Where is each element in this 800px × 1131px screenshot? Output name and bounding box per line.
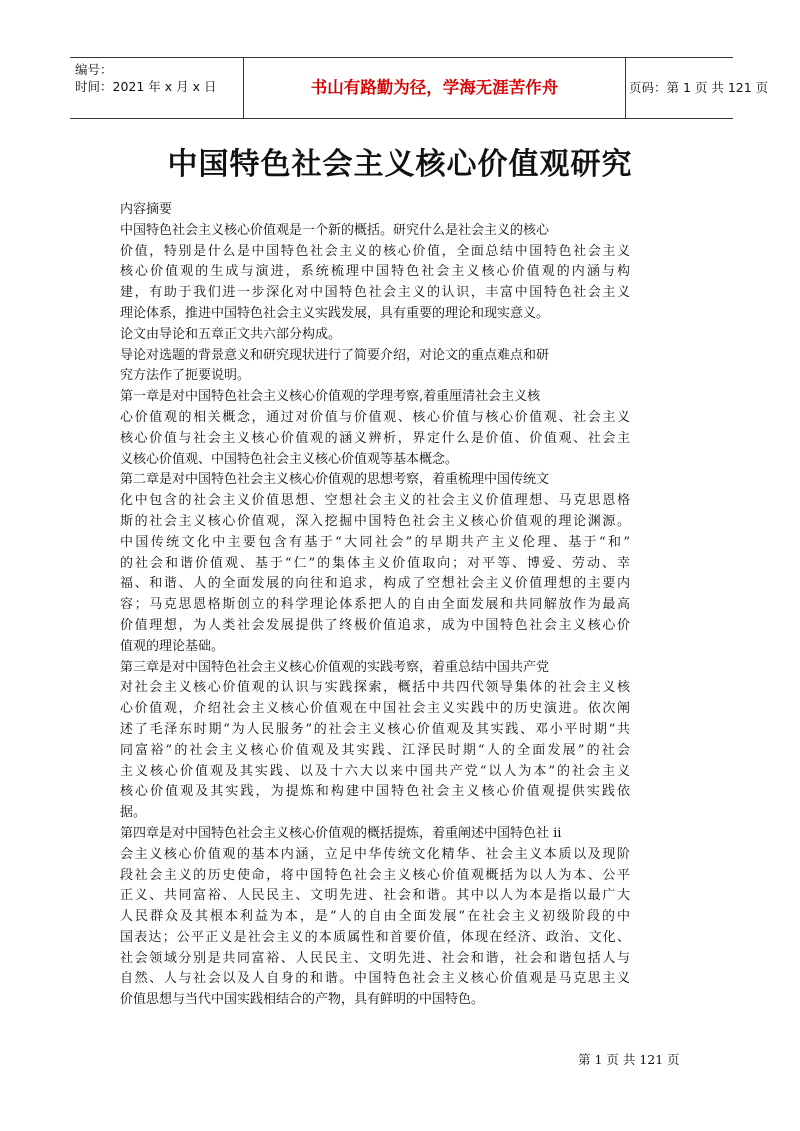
header-page-info: 页码：第 1 页 共 121 页 [629,80,769,95]
text-line: 斯的社会主义核心价值观，深入挖掘中国特色社会主义核心价值观的理论渊源。 [120,513,630,529]
text-line: 容；马克思恩格斯创立的科学理论体系把人的自由全面发展和共同解放作为最高 [120,597,630,613]
header-motto: 书山有路勤为径，学海无涯苦作舟 [243,58,626,118]
text-line: 福、和谐、人的全面发展的向往和追求，构成了空想社会主义价值理想的主要内 [120,576,630,592]
text-line: 核心价值观的生成与演进，系统梳理中国特色社会主义核心价值观的内涵与构 [120,264,630,280]
text-line: 同富裕”的社会主义核心价值观及其实践、江泽民时期“人的全面发展”的社会 [120,742,630,758]
header-meta-cell [70,58,243,118]
text-line: 义核心价值观、中国特色社会主义核心价值观等基本概念。 [120,451,459,467]
document-time-label: 时间：2021 年 x 月 x 日 [75,79,217,94]
text-line: 正义、共同富裕、人民民主、文明先进、社会和谐。其中以人为本是指以最广大 [120,888,630,904]
text-line: 对社会主义核心价值观的认识与实践探索，概括中共四代领导集体的社会主义核 [120,680,630,696]
text-line: 第一章是对中国特色社会主义核心价值观的学理考察,着重厘清社会主义核 [120,389,541,405]
document-number-label: 编号： [75,62,113,77]
text-line: 国表达；公平正义是社会主义的本质属性和首要价值，体现在经济、政治、文化、 [120,929,630,945]
text-line: 理论体系，推进中国特色社会主义实践发展，具有重要的理论和现实意义。 [120,305,550,321]
abstract-body [120,200,630,1011]
text-line: 内容摘要 [120,202,173,217]
text-line: 第三章是对中国特色社会主义核心价值观的实践考察，着重总结中国共产党 [120,659,550,675]
header-table [70,57,769,119]
text-line: 论文由导论和五章正文共六部分构成。 [120,326,342,342]
text-line: 心价值观的相关概念，通过对价值与价值观、核心价值与核心价值观、社会主义 [120,409,630,425]
text-line: 价值理想，为人类社会发展提供了终极价值追求，成为中国特色社会主义核心价 [120,617,630,633]
text-line: 社会领域分别是共同富裕、人民民主、文明先进、社会和谐，社会和谐包括人与 [120,950,630,966]
text-line: 中国特色社会主义核心价值观是一个新的概括。研究什么是社会主义的核心 [120,222,550,238]
document-title: 中国特色社会主义核心价值观研究 [167,147,633,182]
text-line: 核心价值观及其实践，为提炼和构建中国特色社会主义核心价值观提供实践依 [120,784,630,800]
text-line: 第二章是对中国特色社会主义核心价值观的思想考察，着重梳理中国传统文 [120,472,550,488]
text-line: 价值，特别是什么是中国特色社会主义的核心价值，全面总结中国特色社会主义 [120,243,630,259]
text-line: 第四章是对中国特色社会主义核心价值观的概括提炼，着重阐述中国特色社 ii [120,825,562,841]
text-line: 主义核心价值观及其实践、以及十六大以来中国共产党“以人为本”的社会主义 [120,763,630,779]
text-line: 究方法作了扼要说明。 [120,368,251,384]
text-line: 心价值观，介绍社会主义核心价值观在中国社会主义实践中的历史演进。依次阐 [120,701,630,717]
text-line: 中国传统文化中主要包含有基于“大同社会”的早期共产主义伦理、基于“和” [120,534,630,550]
text-line: 段社会主义的历史使命，将中国特色社会主义核心价值观概括为以人为本、公平 [120,867,630,883]
text-line: 人民群众及其根本利益为本，是“人的自由全面发展”在社会主义初级阶段的中 [120,909,630,925]
text-line: 建，有助于我们进一步深化对中国特色社会主义的认识，丰富中国特色社会主义 [120,285,630,301]
page-footer: 第 1 页 共 121 页 [578,1052,680,1067]
text-line: 化中包含的社会主义价值思想、空想社会主义的社会主义价值理想、马克思恩格 [120,493,630,509]
text-line: 核心价值与社会主义核心价值观的涵义辨析，界定什么是价值、价值观、社会主 [120,430,630,446]
text-line: 自然、人与社会以及人自身的和谐。中国特色社会主义核心价值观是马克思主义 [120,971,630,987]
text-line: 导论对选题的背景意义和研究现状进行了简要介绍，对论文的重点难点和研 [120,347,550,363]
text-line: 的社会和谐价值观、基于“仁”的集体主义价值取向；对平等、博爱、劳动、幸 [120,555,630,571]
text-line: 述了毛泽东时期“为人民服务”的社会主义核心价值观及其实践、邓小平时期“共 [120,721,630,737]
text-line: 值观的理论基础。 [120,638,225,654]
text-line: 价值思想与当代中国实践相结合的产物，具有鲜明的中国特色。 [120,992,485,1008]
text-line: 据。 [120,805,147,821]
text-line: 会主义核心价值观的基本内涵，立足中华传统文化精华、社会主义本质以及现阶 [120,846,630,862]
